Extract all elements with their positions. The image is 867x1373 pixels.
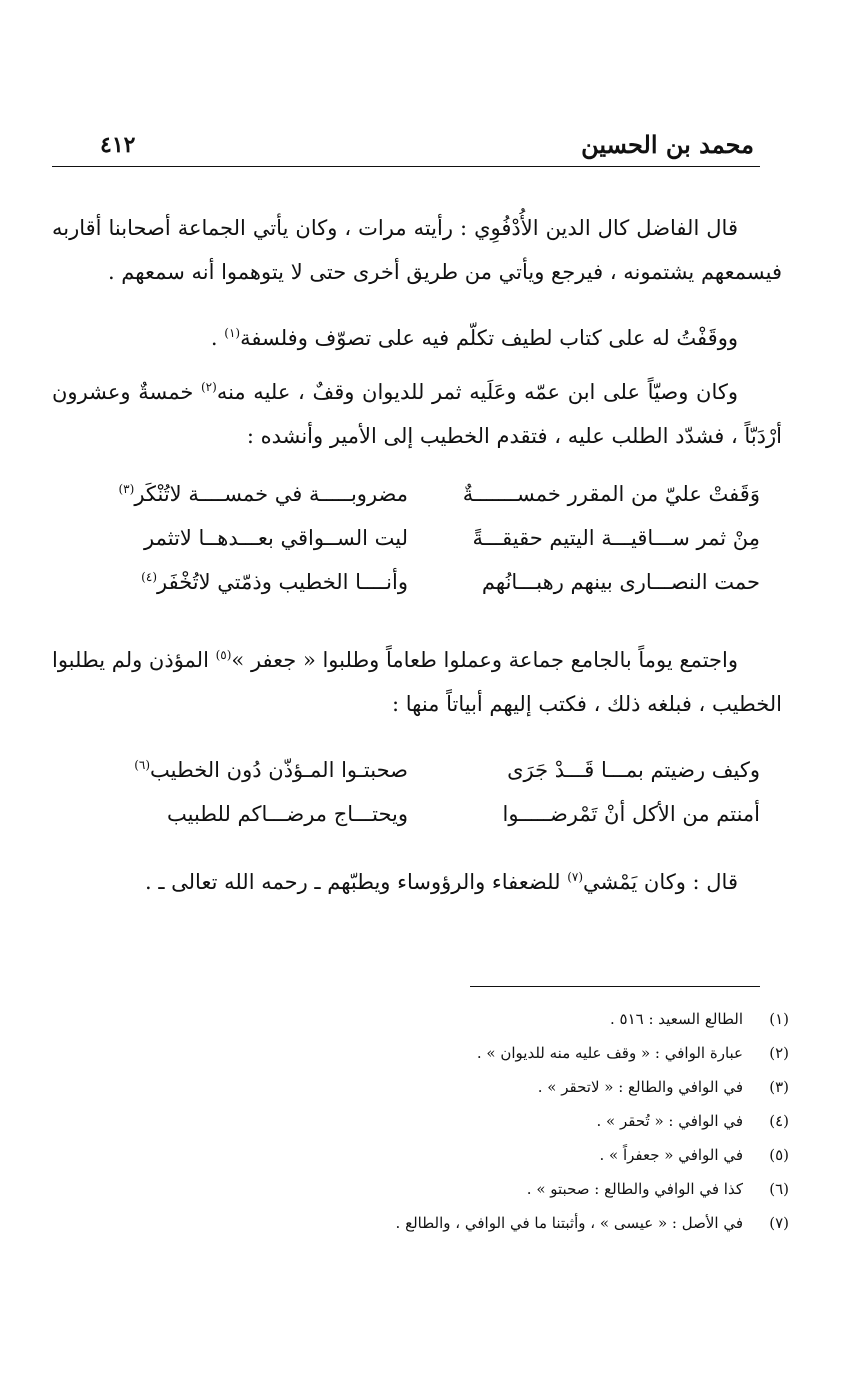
running-header (52, 128, 812, 168)
verse-hemistich-first: وكيف رضيتم بمـــا قَـــدْ جَرَى (507, 758, 760, 782)
running-title: محمد بن الحسين (581, 130, 754, 159)
verse-line (90, 560, 760, 604)
paragraph-4 (52, 638, 782, 726)
paragraph-4-text-a: واجتمع يوماً بالجامع جماعة وعملوا طعاماً وطلبوا « جعفر » (231, 648, 738, 672)
verse-hemistich-text: وأنــــا الخطيب وذمّتي لاتُخْفَر (157, 570, 408, 594)
verse-hemistich-second (78, 560, 408, 604)
footnote-rule (470, 986, 760, 987)
verse-line (90, 472, 760, 516)
paragraph-3 (52, 370, 782, 458)
footnote-number: (٦) (769, 1180, 789, 1198)
verse-hemistich-second: ليت الســواقي بعـــدهــا لاتثمر (144, 526, 408, 550)
paragraph-2-text: ووقَفْتُ له على كتاب لطيف تكلّم فيه على تصوّف وفلسفة (240, 326, 738, 350)
footnote-text: في الوافي : « تُحقر » . (596, 1112, 743, 1130)
verse-hemistich-first: حمت النصـــارى بينهم رهبـــانُهم (481, 570, 760, 594)
footnote-ref-4: (٤) (141, 570, 157, 584)
verse-hemistich-text: مضروبـــــة في خمســــة لاتُنْكَر (134, 482, 408, 506)
footnote-text: كذا في الوافي والطالع : صحبتو » . (526, 1180, 743, 1198)
verse-hemistich-text: صحبتـوا المـؤذّن دُون الخطيب (150, 758, 408, 782)
verse-hemistich-first: وَقَفتْ عليّ من المقرر خمســـــــةٌ (462, 482, 760, 506)
paragraph-2 (52, 316, 782, 360)
page-number: ٤١٢ (100, 132, 136, 158)
paragraph-3-text-a: وكان وصيّاً على ابن عمّه وعَلَيه ثمر للديوان وقفٌ ، عليه منه (216, 380, 738, 404)
verse-hemistich-first: مِنْ ثمر ســـاقيـــة اليتيم حقيقـــةً (472, 526, 760, 550)
footnote-ref-2: (٢) (200, 380, 217, 394)
footnote-number: (٣) (769, 1078, 789, 1096)
footnote-text: عبارة الوافي : « وقف عليه منه للديوان » . (476, 1044, 743, 1062)
footnote-text: في الوافي والطالع : « لاتحقر » . (537, 1078, 743, 1096)
footnote-item (229, 1138, 789, 1172)
footnote-ref-3: (٣) (118, 482, 135, 496)
paragraph-3-text-b: خمسةٌ وعشرون أرْدَبّاً ، فشدّد الطلب عليه ، فتقدم الخطيب إلى الأمير وأنشده : (52, 380, 782, 448)
footnote-ref-5: (٥) (215, 648, 232, 662)
footnotes (229, 1002, 789, 1240)
paragraph-5-text-a: قال : وكان يَمْشي (583, 870, 738, 894)
footnote-ref-6: (٦) (134, 758, 151, 772)
verse-line (90, 792, 760, 836)
paragraph-1: قال الفاضل كال الدين الأُدْفُوِي : رأيته مرات ، وكان يأتي الجماعة أصحابنا أقاربه فيسمعهم يشتمونه ، فيرجع ويأتي من طريق أخرى حتى لا يتوهموا أنه سمعهم . (52, 216, 782, 284)
verse-hemistich-first: أمنتم من الأكل أنْ تَمْرضـــــوا (502, 802, 760, 826)
verse-hemistich-second: ويحتـــاج مرضـــاكم للطبيب (166, 802, 408, 826)
footnote-number: (٢) (769, 1044, 789, 1062)
footnote-item (229, 1036, 789, 1070)
verse-line (90, 748, 760, 792)
footnote-number: (٧) (769, 1214, 789, 1232)
footnote-item (229, 1002, 789, 1036)
footnote-number: (٥) (769, 1146, 789, 1164)
verse-line (90, 516, 760, 560)
footnote-number: (١) (769, 1010, 789, 1028)
verse-hemistich-second (78, 748, 408, 792)
footnote-text: في الوافي « جعفراً » . (599, 1146, 743, 1164)
paragraph-4-text-b: المؤذن ولم يطلبوا الخطيب ، فبلغه ذلك ، فكتب إليهم أبياتاً منها : (52, 648, 782, 716)
footnote-text: الطالع السعيد : ٥١٦ . (610, 1010, 743, 1028)
paragraph-5 (52, 860, 782, 904)
verse-hemistich-second (78, 472, 408, 516)
footnote-item (229, 1172, 789, 1206)
footnote-number: (٤) (769, 1112, 789, 1130)
footnote-ref-7: (٧) (567, 870, 584, 884)
paragraph-5-text-b: للضعفاء والرؤوساء ويطبّهم ـ رحمه الله تعالى ـ . (144, 870, 568, 894)
footnote-item (229, 1070, 789, 1104)
footnote-item (229, 1206, 789, 1240)
footnote-item (229, 1104, 789, 1138)
footnote-ref-1: (١) (224, 326, 241, 340)
paragraph-2-end: . (210, 326, 225, 350)
header-rule (52, 166, 760, 167)
poem-1 (90, 472, 760, 604)
footnote-text: في الأصل : « عيسى » ، وأثبتنا ما في الوافي ، والطالع . (395, 1214, 743, 1232)
poem-2 (90, 748, 760, 836)
